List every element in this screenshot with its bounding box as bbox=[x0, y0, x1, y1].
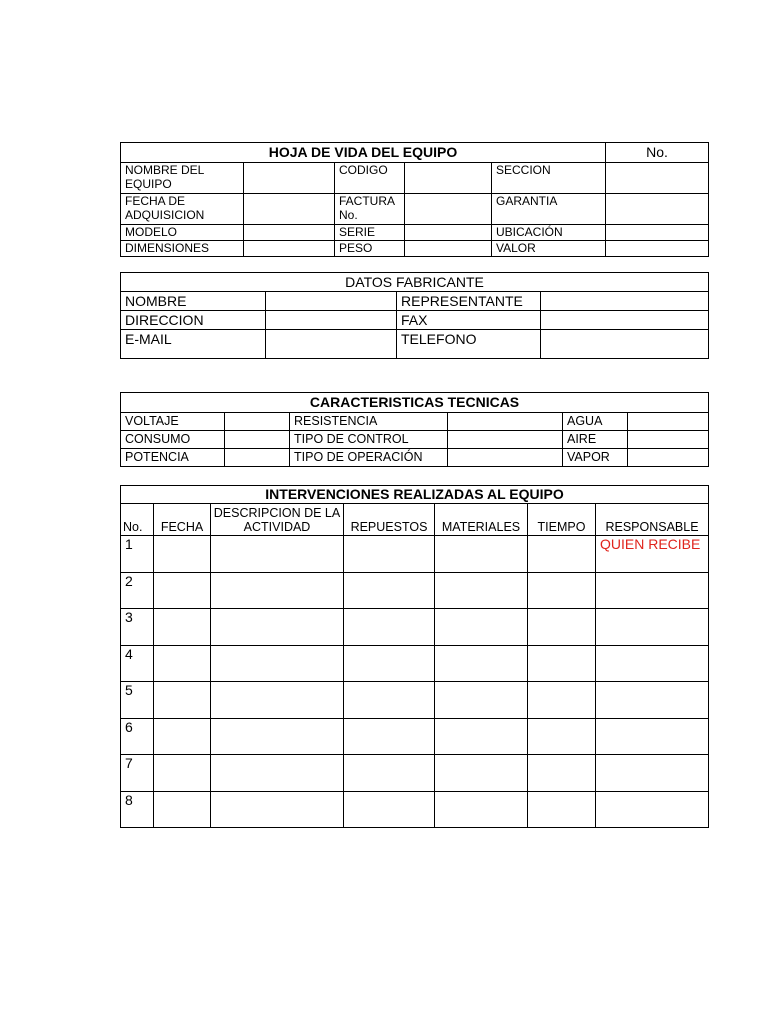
label-garantia: GARANTIA bbox=[492, 194, 606, 225]
label-consumo: CONSUMO bbox=[121, 431, 225, 449]
cell-descripcion[interactable] bbox=[211, 682, 344, 719]
field-vapor[interactable] bbox=[628, 449, 709, 467]
header-repuestos: REPUESTOS bbox=[344, 504, 435, 536]
field-tipo-operacion[interactable] bbox=[448, 449, 563, 467]
cell-fecha[interactable] bbox=[154, 791, 211, 828]
cell-descripcion[interactable] bbox=[211, 718, 344, 755]
field-fecha-adquisicion[interactable] bbox=[244, 194, 335, 225]
cell-responsable[interactable] bbox=[596, 609, 709, 646]
cell-repuestos[interactable] bbox=[344, 718, 435, 755]
cell-responsable[interactable] bbox=[596, 791, 709, 828]
field-resistencia[interactable] bbox=[448, 413, 563, 431]
table-row bbox=[121, 682, 709, 719]
cell-repuestos[interactable] bbox=[344, 791, 435, 828]
table-row bbox=[121, 572, 709, 609]
cell-fecha[interactable] bbox=[154, 755, 211, 792]
cell-tiempo[interactable] bbox=[528, 572, 596, 609]
field-tipo-control[interactable] bbox=[448, 431, 563, 449]
cell-materiales[interactable] bbox=[435, 536, 528, 573]
cell-fecha[interactable] bbox=[154, 645, 211, 682]
label-nombre-equipo: NOMBRE DEL EQUIPO bbox=[121, 163, 244, 194]
cell-descripcion[interactable] bbox=[211, 536, 344, 573]
field-valor[interactable] bbox=[606, 241, 709, 257]
interventions-title: INTERVENCIONES REALIZADAS AL EQUIPO bbox=[121, 486, 709, 504]
label-aire: AIRE bbox=[563, 431, 628, 449]
field-serie[interactable] bbox=[405, 225, 492, 241]
table-row bbox=[121, 609, 709, 646]
cell-tiempo[interactable] bbox=[528, 755, 596, 792]
label-peso: PESO bbox=[335, 241, 405, 257]
technical-specs-table bbox=[120, 392, 709, 467]
field-agua[interactable] bbox=[628, 413, 709, 431]
cell-materiales[interactable] bbox=[435, 718, 528, 755]
field-direccion[interactable] bbox=[266, 311, 397, 330]
equipment-sheet-title: HOJA DE VIDA DEL EQUIPO bbox=[121, 143, 606, 163]
table-row bbox=[121, 755, 709, 792]
cell-fecha[interactable] bbox=[154, 572, 211, 609]
label-representante: REPRESENTANTE bbox=[397, 292, 541, 311]
cell-materiales[interactable] bbox=[435, 572, 528, 609]
field-potencia[interactable] bbox=[225, 449, 290, 467]
cell-responsable[interactable] bbox=[596, 755, 709, 792]
cell-responsable[interactable] bbox=[596, 718, 709, 755]
cell-materiales[interactable] bbox=[435, 755, 528, 792]
cell-responsable[interactable] bbox=[596, 572, 709, 609]
cell-descripcion[interactable] bbox=[211, 791, 344, 828]
manufacturer-title: DATOS FABRICANTE bbox=[121, 273, 709, 292]
cell-repuestos[interactable] bbox=[344, 572, 435, 609]
cell-tiempo[interactable] bbox=[528, 645, 596, 682]
label-seccion: SECCION bbox=[492, 163, 606, 194]
cell-fecha[interactable] bbox=[154, 609, 211, 646]
field-factura[interactable] bbox=[405, 194, 492, 225]
field-ubicacion[interactable] bbox=[606, 225, 709, 241]
cell-descripcion[interactable] bbox=[211, 645, 344, 682]
row-number: 1 bbox=[121, 536, 154, 573]
header-fecha: FECHA bbox=[154, 504, 211, 536]
row-number: 3 bbox=[121, 609, 154, 646]
cell-repuestos[interactable] bbox=[344, 645, 435, 682]
interventions-table bbox=[120, 485, 709, 828]
row-number: 6 bbox=[121, 718, 154, 755]
table-row bbox=[121, 645, 709, 682]
field-modelo[interactable] bbox=[244, 225, 335, 241]
label-modelo: MODELO bbox=[121, 225, 244, 241]
cell-descripcion[interactable] bbox=[211, 755, 344, 792]
label-ubicacion: UBICACIÓN bbox=[492, 225, 606, 241]
row-number: 4 bbox=[121, 645, 154, 682]
cell-fecha[interactable] bbox=[154, 536, 211, 573]
label-agua: AGUA bbox=[563, 413, 628, 431]
cell-responsable[interactable] bbox=[596, 645, 709, 682]
label-factura: FACTURA No. bbox=[335, 194, 405, 225]
equipment-info-table bbox=[120, 142, 709, 257]
header-tiempo: TIEMPO bbox=[528, 504, 596, 536]
label-potencia: POTENCIA bbox=[121, 449, 225, 467]
cell-repuestos[interactable] bbox=[344, 609, 435, 646]
row-number: 8 bbox=[121, 791, 154, 828]
label-codigo: CODIGO bbox=[335, 163, 405, 194]
cell-tiempo[interactable] bbox=[528, 536, 596, 573]
cell-materiales[interactable] bbox=[435, 645, 528, 682]
field-voltaje[interactable] bbox=[225, 413, 290, 431]
field-representante[interactable] bbox=[541, 292, 709, 311]
row-number: 5 bbox=[121, 682, 154, 719]
label-telefono: TELEFONO bbox=[397, 330, 541, 359]
field-seccion[interactable] bbox=[606, 163, 709, 194]
manufacturer-table bbox=[120, 272, 709, 359]
cell-tiempo[interactable] bbox=[528, 718, 596, 755]
table-row bbox=[121, 536, 709, 573]
cell-repuestos[interactable] bbox=[344, 755, 435, 792]
field-dimensiones[interactable] bbox=[244, 241, 335, 257]
label-dimensiones: DIMENSIONES bbox=[121, 241, 244, 257]
label-fab-nombre: NOMBRE bbox=[121, 292, 266, 311]
field-garantia[interactable] bbox=[606, 194, 709, 225]
header-descripcion: DESCRIPCION DE LA ACTIVIDAD bbox=[211, 504, 344, 536]
table-row bbox=[121, 718, 709, 755]
row-number: 2 bbox=[121, 572, 154, 609]
technical-specs-title: CARACTERISTICAS TECNICAS bbox=[121, 393, 709, 413]
cell-materiales[interactable] bbox=[435, 682, 528, 719]
field-nombre-equipo[interactable] bbox=[244, 163, 335, 194]
label-tipo-operacion: TIPO DE OPERACIÓN bbox=[290, 449, 448, 467]
label-tipo-control: TIPO DE CONTROL bbox=[290, 431, 448, 449]
cell-repuestos[interactable] bbox=[344, 536, 435, 573]
cell-repuestos[interactable] bbox=[344, 682, 435, 719]
field-peso[interactable] bbox=[405, 241, 492, 257]
header-materiales: MATERIALES bbox=[435, 504, 528, 536]
label-direccion: DIRECCION bbox=[121, 311, 266, 330]
field-codigo[interactable] bbox=[405, 163, 492, 194]
label-resistencia: RESISTENCIA bbox=[290, 413, 448, 431]
cell-materiales[interactable] bbox=[435, 791, 528, 828]
cell-materiales[interactable] bbox=[435, 609, 528, 646]
label-vapor: VAPOR bbox=[563, 449, 628, 467]
cell-responsable[interactable] bbox=[596, 536, 709, 573]
cell-descripcion[interactable] bbox=[211, 572, 344, 609]
label-serie: SERIE bbox=[335, 225, 405, 241]
cell-fecha[interactable] bbox=[154, 718, 211, 755]
field-fab-nombre[interactable] bbox=[266, 292, 397, 311]
field-consumo[interactable] bbox=[225, 431, 290, 449]
cell-tiempo[interactable] bbox=[528, 791, 596, 828]
cell-tiempo[interactable] bbox=[528, 682, 596, 719]
field-fax[interactable] bbox=[541, 311, 709, 330]
field-telefono[interactable] bbox=[541, 330, 709, 359]
header-responsable: RESPONSABLE bbox=[596, 504, 709, 536]
header-no: No. bbox=[121, 504, 154, 536]
label-fecha-adquisicion: FECHA DE ADQUISICION bbox=[121, 194, 244, 225]
quien-recibe-note: QUIEN RECIBE bbox=[600, 536, 701, 552]
label-email: E-MAIL bbox=[121, 330, 266, 359]
table-row bbox=[121, 791, 709, 828]
label-fax: FAX bbox=[397, 311, 541, 330]
field-email[interactable] bbox=[266, 330, 397, 359]
field-aire[interactable] bbox=[628, 431, 709, 449]
cell-descripcion[interactable] bbox=[211, 609, 344, 646]
cell-responsable[interactable] bbox=[596, 682, 709, 719]
equipment-number-label: No. bbox=[606, 143, 709, 163]
label-valor: VALOR bbox=[492, 241, 606, 257]
row-number: 7 bbox=[121, 755, 154, 792]
cell-fecha[interactable] bbox=[154, 682, 211, 719]
cell-tiempo[interactable] bbox=[528, 609, 596, 646]
label-voltaje: VOLTAJE bbox=[121, 413, 225, 431]
